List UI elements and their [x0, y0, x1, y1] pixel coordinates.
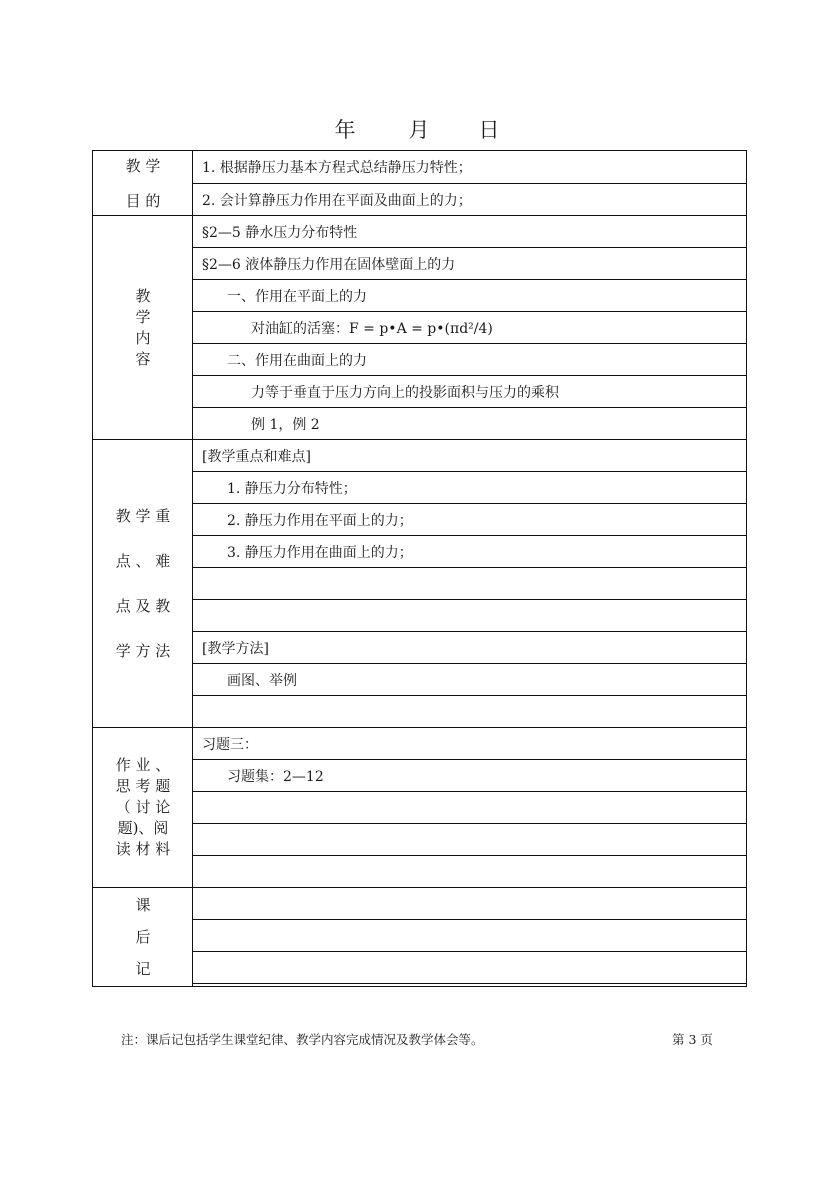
content-text: 一、作用在平面上的力 — [227, 288, 367, 305]
key-points-text: 1. 静压力分布特性； — [227, 480, 357, 497]
homework-label — [93, 728, 193, 888]
key-points-row — [193, 664, 746, 696]
date-header — [0, 114, 835, 144]
afterclass-label-char: 记 — [135, 960, 151, 978]
content-row — [193, 408, 746, 440]
footer-note: 注：课后记包括学生课堂纪律、教学内容完成情况及教学体会等。 — [121, 1032, 484, 1047]
homework-text: 习题集：2—12 — [227, 768, 324, 785]
afterclass-label-char: 后 — [135, 928, 151, 946]
homework-label-line: （ 讨 论 — [115, 798, 171, 816]
key-points-label-line: 教 学 重 — [115, 506, 171, 525]
content-row — [193, 312, 746, 344]
content-text: 二、作用在曲面上的力 — [227, 352, 367, 369]
content-row — [193, 216, 746, 248]
key-points-text: [教学重点和难点] — [202, 448, 311, 465]
content-row — [193, 248, 746, 280]
objectives-row — [193, 184, 746, 216]
objectives-label-line: 教 学 — [125, 157, 161, 175]
content-label-char: 内 — [135, 328, 151, 347]
content-label — [93, 216, 193, 440]
homework-row — [193, 792, 746, 824]
objectives-label-line: 目 的 — [125, 192, 161, 210]
key-points-row — [193, 504, 746, 536]
key-points-row — [193, 472, 746, 504]
label-column — [93, 151, 193, 986]
homework-label-line: 作 业 、 — [115, 756, 171, 774]
afterclass-label — [93, 888, 193, 986]
key-points-text: [教学方法] — [202, 640, 269, 657]
key-points-row — [193, 600, 746, 632]
key-points-label-line: 点 及 教 — [115, 596, 171, 615]
homework-label-line: 思 考 题 — [115, 777, 171, 795]
homework-label-line: 题)、阅 — [117, 819, 169, 837]
month-label: 月 — [408, 118, 431, 142]
key-points-row — [193, 696, 746, 728]
homework-text: 习题三： — [202, 736, 258, 753]
key-points-label-line: 学 方 法 — [115, 641, 171, 660]
content-text: 对油缸的活塞：F = p•A = p•(πd²/4) — [251, 320, 493, 337]
afterclass-row — [193, 920, 746, 952]
afterclass-label-char: 课 — [135, 896, 151, 914]
day-label: 日 — [478, 118, 501, 142]
year-label: 年 — [334, 118, 357, 142]
content-row — [193, 376, 746, 408]
key-points-row — [193, 568, 746, 600]
key-points-label — [93, 440, 193, 728]
homework-label-line: 读 材 料 — [115, 840, 171, 858]
objectives-label — [93, 151, 193, 216]
key-points-text: 2. 静压力作用在平面上的力； — [227, 512, 413, 529]
content-text: 力等于垂直于压力方向上的投影面积与压力的乘积 — [251, 384, 559, 401]
objective-text: 2. 会计算静压力作用在平面及曲面上的力； — [202, 192, 472, 209]
content-text: 例 1，例 2 — [251, 416, 320, 433]
key-points-label-line: 点 、 难 — [115, 551, 171, 570]
afterclass-row — [193, 888, 746, 920]
afterclass-row — [193, 984, 746, 986]
content-label-char: 教 — [135, 286, 151, 305]
homework-row — [193, 760, 746, 792]
key-points-row — [193, 536, 746, 568]
objectives-row — [193, 151, 746, 184]
objective-text: 1. 根据静压力基本方程式总结静压力特性； — [202, 160, 472, 176]
afterclass-row — [193, 952, 746, 984]
page-number: 第 3 页 — [672, 1032, 713, 1047]
content-text: §2—5 静水压力分布特性 — [202, 224, 358, 241]
content-text: §2—6 液体静压力作用在固体壁面上的力 — [202, 256, 456, 273]
content-label-char: 学 — [135, 307, 151, 326]
key-points-text: 画图、举例 — [227, 672, 297, 689]
homework-row — [193, 856, 746, 888]
content-row — [193, 344, 746, 376]
content-row — [193, 280, 746, 312]
key-points-row — [193, 440, 746, 472]
content-label-char: 容 — [135, 349, 151, 368]
key-points-row — [193, 632, 746, 664]
homework-row — [193, 824, 746, 856]
key-points-text: 3. 静压力作用在曲面上的力； — [227, 544, 413, 561]
lesson-plan-table — [92, 150, 747, 987]
homework-row — [193, 728, 746, 760]
